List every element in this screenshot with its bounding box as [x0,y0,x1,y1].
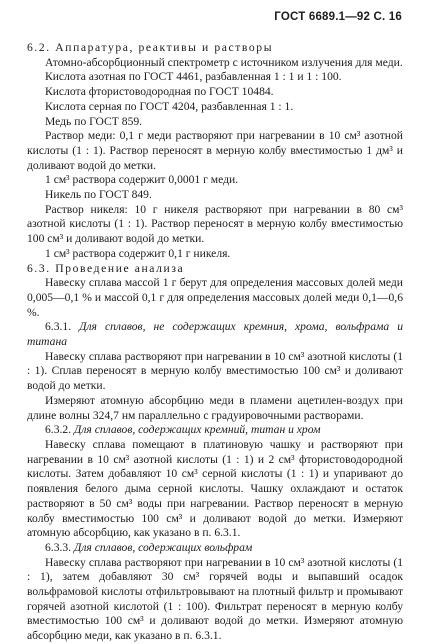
document-body [27,41,403,644]
subsection-number: 6.3.2. [45,423,72,437]
paragraph: 1 см³ раствора содержит 0,0001 г меди. [45,173,239,187]
subsection-heading-6-3-3 [27,541,403,556]
paragraph: Раствор меди: 0,1 г меди растворяют при нагревании в 10 см³ азотной кислоты (1 : 1). Раствор переносят в мерную колбу вместимостью 1 дм³ и доливают водой до метки. [27,129,403,172]
paragraph: Кислота азотная по ГОСТ 4461, разбавленная 1 : 1 и 1 : 100. [45,70,342,84]
paragraph: Измеряют атомную абсорбцию меди в пламени ацетилен-воздух при длине волны 324,7 нм параллельно с градуировочными растворами. [27,393,403,422]
running-head: ГОСТ 6689.1—92 С. 16 [274,11,402,23]
subsection-number: 6.3.3. [45,540,72,554]
paragraph: Навеску сплава растворяют при нагревании в 10 см³ азотной кислоты (1 : 1), затем добавляют 30 см³ горячей воды и выпавший осадок вольфрамовой кислоты отфильтровывают на плотный фильтр и промывают горячей азотной кислотой (1 : 100). Фильтрат переносят в мерную колбу вместимостью 100 см³ и доливают водой до метки. Измеряют атомную абсорбцию меди, как указано в п. 6.3.1. [27,555,403,643]
section-heading-6-2: 6.2. Аппаратура, реактивы и растворы [27,41,274,54]
document-page [27,10,403,644]
paragraph: Навеску сплава массой 1 г берут для определения массовых долей меди 0,005—0,1 % и массой 0,1 г для определения массовых долей меди 0,1—0,6 %. [27,276,403,319]
paragraph: Навеску сплава помещают в платиновую чашку и растворяют при нагревании в 10 см³ азотной кислоты (1 : 1) и 2 см³ фтористоводородной кислоты. Затем добавляют 10 см³ серной кислоты (1 : 1) и упаривают до появления белого дыма серной кислоты. Чашку охлаждают и остаток растворяют в 50 см³ воды при нагревании. Раствор переносят в мерную колбу вместимостью 100 см³ и доливают водой до метки. Измеряют атомную абсорбцию, как указано в п. 6.3.1. [27,437,403,540]
subsection-heading-6-3-1 [27,320,403,349]
paragraph: Атомно-абсорбционный спектрометр с источником излучения для меди. [45,55,403,69]
subsection-title: Для сплавов, содержащих вольфрам [74,540,253,554]
paragraph: Раствор никеля: 10 г никеля растворяют при нагревании в 80 см³ азотной кислоты (1 : 1). Раствор переносят в мерную колбу вместимостью 100 см³ и доливают водой до метки. [27,202,403,246]
paragraph: Никель по ГОСТ 849. [45,188,152,202]
paragraph: Навеску сплава растворяют при нагревании в 10 см³ азотной кислоты (1 : 1). Сплав переносят в мерную колбу вместимостью 100 см³ и доливают водой до метки. [27,349,403,393]
section-heading-6-3: 6.3. Проведение анализа [27,261,185,275]
paragraph: Кислота фтористоводородная по ГОСТ 10484. [45,85,274,99]
subsection-title: Для сплавов, не содержащих кремния, хрома, вольфрама и титана [27,320,403,349]
subsection-heading-6-3-2 [27,423,403,438]
paragraph: Кислота серная по ГОСТ 4204, разбавленная 1 : 1. [45,99,294,113]
paragraph: Медь по ГОСТ 859. [45,114,143,128]
subsection-title: Для сплавов, содержащих кремний, титан и хром [74,423,321,437]
subsection-number: 6.3.1. [45,320,72,334]
paragraph: 1 см³ раствора содержит 0,1 г никеля. [45,246,231,260]
